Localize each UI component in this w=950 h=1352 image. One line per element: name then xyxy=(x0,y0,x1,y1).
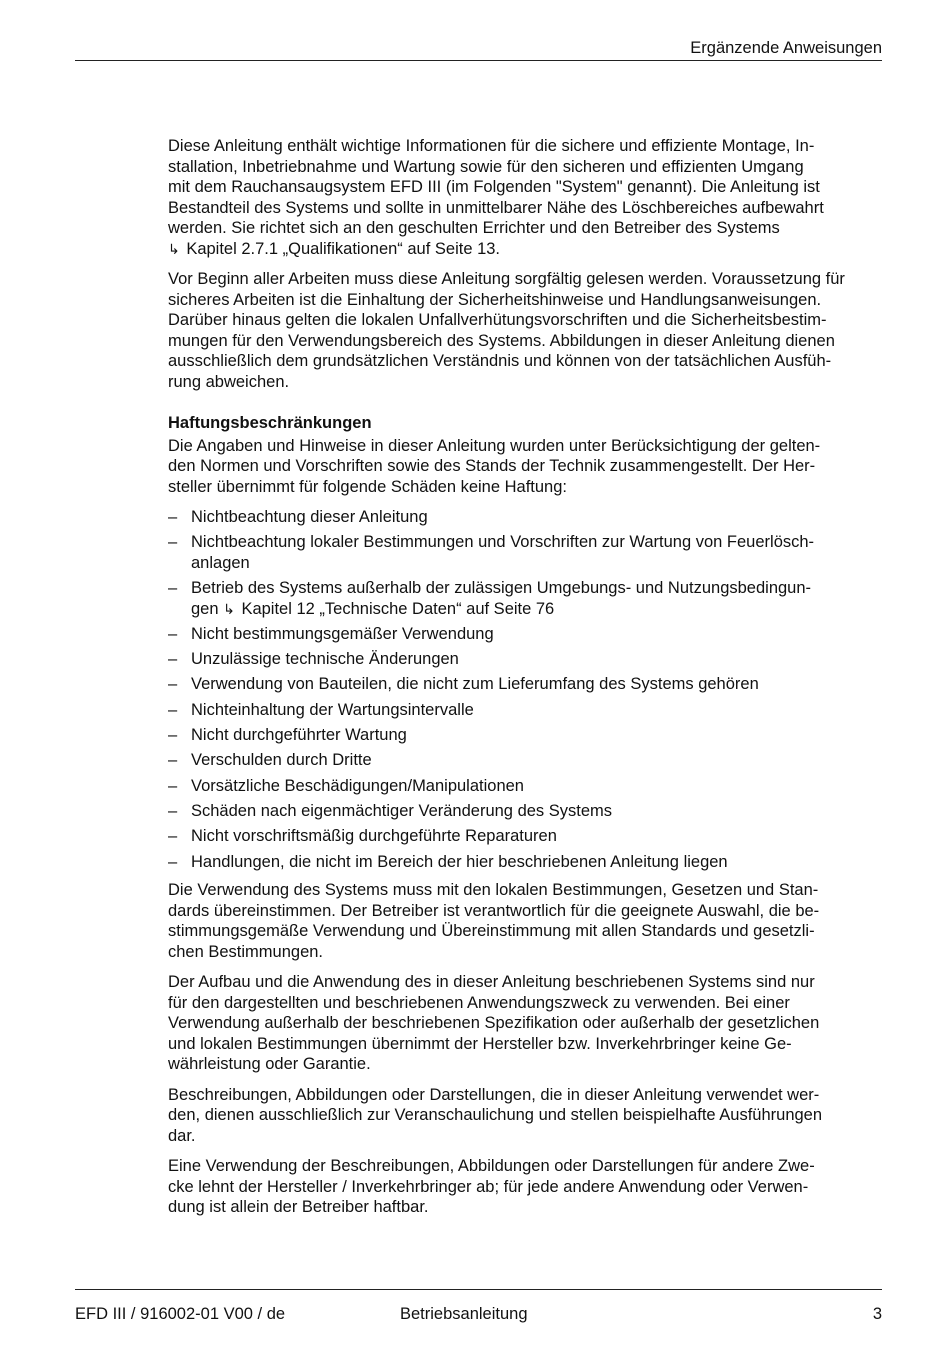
text-line: mit dem Rauchansaugsystem EFD III (im Folgenden "System" genannt). Die Anleitung ist xyxy=(168,178,820,196)
text-line: sicheres Arbeiten ist die Einhaltung der Sicherheitshinweise und Handlungsanweisungen. xyxy=(168,290,822,309)
illustrations-paragraph xyxy=(168,1085,908,1147)
text-line: für den dargestellten und beschriebenen Anwendungszweck zu verwenden. Bei einer xyxy=(168,993,790,1012)
page-number: 3 xyxy=(872,1305,882,1323)
text-line: Die Angaben und Hinweise in dieser Anleitung wurden unter Berücksichtigung der gelten- xyxy=(168,436,821,455)
reference-text: Kapitel 2.7.1 „Qualifikationen“ auf Seite 13. xyxy=(186,239,501,258)
text-line: Diese Anleitung enthält wichtige Informationen für die sichere und effiziente Montage, In- xyxy=(168,137,815,155)
dash-bullet: – xyxy=(168,700,178,719)
section-heading: Haftungsbeschränkungen xyxy=(168,414,372,432)
list-item-text: Betrieb des Systems außerhalb der zulässigen Umgebungs- und Nutzungsbedingun- xyxy=(191,579,812,598)
preparation-paragraph xyxy=(168,269,908,392)
list-item xyxy=(168,649,908,670)
dash-bullet: – xyxy=(168,624,178,643)
text-line: dung ist allein der Betreiber haftbar. xyxy=(168,1198,429,1217)
dash-bullet: – xyxy=(168,533,178,552)
list-item-reference-line xyxy=(191,599,908,620)
list-item-text: Nichtbeachtung dieser Anleitung xyxy=(191,508,428,526)
list-item-text: Schäden nach eigenmächtiger Veränderung des Systems xyxy=(191,801,613,820)
page-footer xyxy=(75,1289,882,1330)
list-item xyxy=(168,674,908,695)
text-line: Die Verwendung des Systems muss mit den lokalen Bestimmungen, Gesetzen und Stan- xyxy=(168,881,819,900)
list-item xyxy=(168,750,908,771)
list-item-text: Vorsätzliche Beschädigungen/Manipulationen xyxy=(191,776,524,795)
text-line: mungen für den Verwendungsbereich des Systems. Abbildungen in dieser Anleitung dienen xyxy=(168,331,835,350)
list-item xyxy=(168,826,908,847)
list-item-text: Verwendung von Bauteilen, die nicht zum Lieferumfang des Systems gehören xyxy=(191,675,759,694)
text-line: und lokalen Bestimmungen übernimmt der Hersteller bzw. Inverkehrbringer keine Ge- xyxy=(168,1034,792,1053)
page-content xyxy=(168,136,908,1228)
list-item xyxy=(168,725,908,746)
list-item xyxy=(168,532,908,573)
text-line: Beschreibungen, Abbildungen oder Darstellungen, die in dieser Anleitung verwendet wer- xyxy=(168,1085,820,1104)
dash-bullet: – xyxy=(168,579,178,598)
list-item xyxy=(168,578,908,619)
text-line: rung abweichen. xyxy=(168,372,290,391)
reference-text: Kapitel 12 „Technische Daten“ auf Seite 76 xyxy=(241,599,555,618)
list-item-text: Nicht bestimmungsgemäßer Verwendung xyxy=(191,624,494,643)
list-item-text: Unzulässige technische Änderungen xyxy=(191,650,459,669)
list-item xyxy=(168,801,908,822)
text-line: Der Aufbau und die Anwendung des in dieser Anleitung beschriebenen Systems sind nur xyxy=(168,973,815,992)
list-item-text: Nichteinhaltung der Wartungsintervalle xyxy=(191,700,474,719)
text-line: chen Bestimmungen. xyxy=(168,942,324,961)
list-item-text: gen xyxy=(191,599,219,618)
dash-bullet: – xyxy=(168,726,178,745)
text-line: den Normen und Vorschriften sowie des Stands der Technik zusammengestellt. Der Her- xyxy=(168,457,816,475)
compliance-paragraph xyxy=(168,880,908,962)
list-item-text: anlagen xyxy=(191,553,250,572)
dash-bullet: – xyxy=(168,827,178,846)
page-header xyxy=(75,38,882,61)
dash-bullet: – xyxy=(168,852,178,871)
text-line: dards übereinstimmen. Der Betreiber ist verantwortlich für die geeignete Auswahl, die be- xyxy=(168,901,820,920)
liability-exclusion-list xyxy=(168,507,908,872)
cross-reference-icon: ↳ xyxy=(223,600,235,617)
qualifikationen-reference-link[interactable] xyxy=(168,239,908,260)
list-item-text: Nicht durchgeführter Wartung xyxy=(191,726,407,745)
dash-bullet: – xyxy=(168,508,178,526)
text-line: Bestandteil des Systems und sollte in unmittelbarer Nähe des Löschbereiches aufbewahrt xyxy=(168,198,824,217)
intended-use-paragraph xyxy=(168,972,908,1075)
list-item xyxy=(168,852,908,873)
text-line: stallation, Inbetriebnahme und Wartung sowie für den sicheren und effizienten Umgang xyxy=(168,157,804,176)
other-use-paragraph xyxy=(168,1156,908,1218)
dash-bullet: – xyxy=(168,776,178,795)
document-type: Betriebsanleitung xyxy=(400,1305,528,1323)
dash-bullet: – xyxy=(168,675,178,694)
text-line: Darüber hinaus gelten die lokalen Unfallverhütungsvorschriften und die Sicherheitsbestim- xyxy=(168,311,827,329)
liability-intro-paragraph xyxy=(168,436,908,498)
document-id: EFD III / 916002-01 V00 / de xyxy=(75,1305,286,1323)
text-line: stimmungsgemäße Verwendung und Übereinstimmung mit allen Standards und gesetzli- xyxy=(168,922,815,941)
text-line: cke lehnt der Hersteller / Inverkehrbringer ab; für jede andere Anwendung oder Verwen- xyxy=(168,1177,809,1196)
dash-bullet: – xyxy=(168,751,178,770)
text-line: steller übernimmt für folgende Schäden keine Haftung: xyxy=(168,477,567,496)
text-line: werden. Sie richtet sich an den geschulten Errichter und den Betreiber des Systems xyxy=(168,219,780,237)
cross-reference-icon: ↳ xyxy=(168,240,180,257)
header-title: Ergänzende Anweisungen xyxy=(690,39,882,57)
intro-paragraph xyxy=(168,136,908,259)
list-item-text: Nichtbeachtung lokaler Bestimmungen und Vorschriften zur Wartung von Feuerlösch- xyxy=(191,533,815,552)
dash-bullet: – xyxy=(168,801,178,820)
technische-daten-reference-link[interactable] xyxy=(223,600,554,618)
dash-bullet: – xyxy=(168,650,178,669)
list-item xyxy=(168,700,908,721)
text-line: Eine Verwendung der Beschreibungen, Abbildungen oder Darstellungen für andere Zwe- xyxy=(168,1157,815,1176)
text-line: währleistung oder Garantie. xyxy=(168,1055,371,1074)
text-line: Verwendung außerhalb der beschriebenen Spezifikation oder außerhalb der gesetzlichen xyxy=(168,1014,820,1033)
text-line: dar. xyxy=(168,1126,196,1145)
text-line: Vor Beginn aller Arbeiten muss diese Anleitung sorgfältig gelesen werden. Voraussetzung für xyxy=(168,270,845,288)
list-item-text: Handlungen, die nicht im Bereich der hier beschriebenen Anleitung liegen xyxy=(191,852,728,871)
list-item xyxy=(168,507,908,528)
list-item-text: Verschulden durch Dritte xyxy=(191,751,372,770)
list-item xyxy=(168,624,908,645)
text-line: den, dienen ausschließlich zur Veranschaulichung und stellen beispielhafte Ausführungen xyxy=(168,1106,823,1125)
list-item xyxy=(168,776,908,797)
list-item-text: Nicht vorschriftsmäßig durchgeführte Reparaturen xyxy=(191,827,557,846)
text-line: ausschließlich dem grundsätzlichen Verständnis und können von der tatsächlichen Ausfüh- xyxy=(168,352,832,370)
